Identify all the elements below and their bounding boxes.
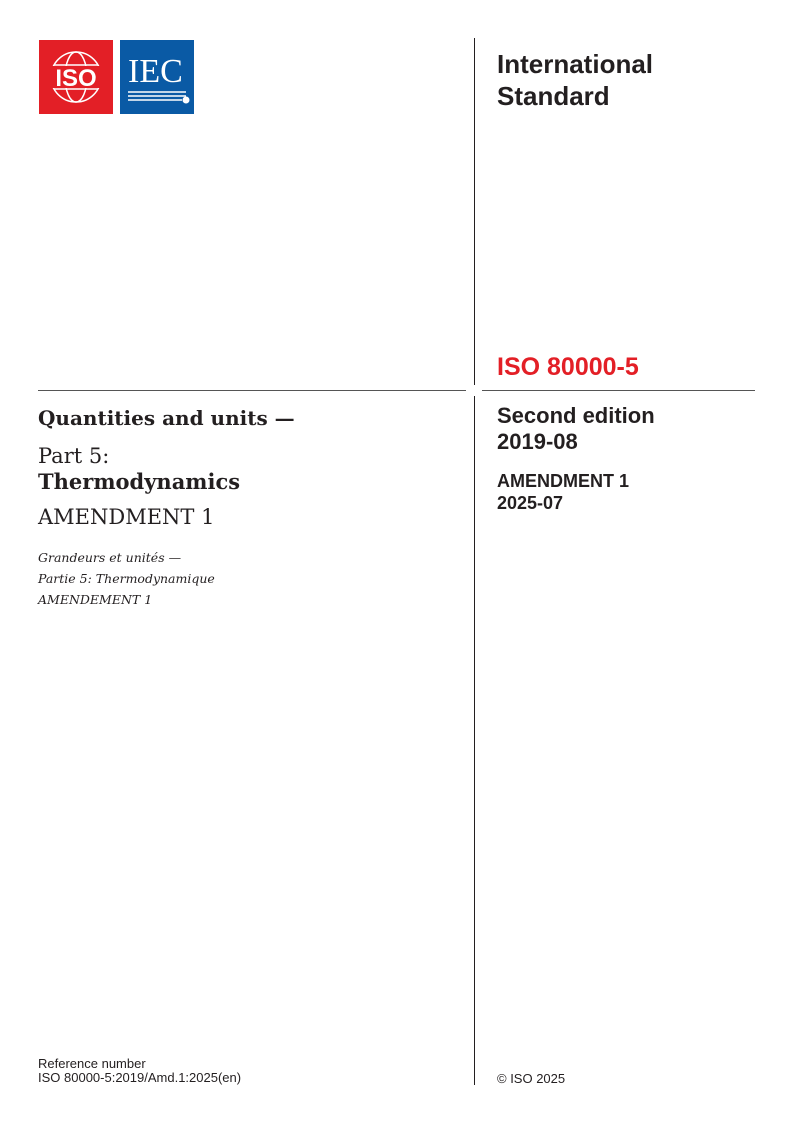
french-part: Partie 5: Thermodynamique bbox=[38, 571, 215, 586]
amendment-title: AMENDMENT 1 bbox=[38, 505, 215, 529]
iso-logo bbox=[39, 40, 113, 114]
vertical-divider bbox=[474, 38, 475, 385]
svg-text:IEC: IEC bbox=[128, 53, 183, 90]
amendment-date: 2025-07 bbox=[497, 493, 564, 513]
part-heading bbox=[38, 444, 240, 494]
horizontal-divider-left bbox=[38, 390, 466, 391]
edition bbox=[497, 403, 655, 455]
part-title: Thermodynamics bbox=[38, 469, 241, 494]
french-title-line: Grandeurs et unités — bbox=[38, 550, 182, 565]
vertical-divider bbox=[474, 396, 475, 1085]
title: Quantities and units — bbox=[38, 406, 295, 430]
reference-number: ISO 80000-5:2019/Amd.1:2025(en) bbox=[38, 1070, 242, 1085]
doc-type-line2: Standard bbox=[497, 81, 610, 111]
edition-label: Second edition bbox=[497, 403, 655, 428]
french-amendment: AMENDEMENT 1 bbox=[38, 592, 153, 607]
edition-date: 2019-08 bbox=[497, 429, 578, 454]
amendment-info bbox=[497, 470, 629, 514]
iec-logo bbox=[120, 40, 194, 114]
doc-type-line1: International bbox=[497, 49, 654, 79]
horizontal-divider-right bbox=[482, 390, 755, 391]
standard-number: ISO 80000-5 bbox=[497, 353, 639, 381]
copyright: © ISO 2025 bbox=[497, 1071, 566, 1086]
part-number: Part 5: bbox=[38, 444, 110, 468]
french-title bbox=[38, 547, 215, 610]
reference bbox=[38, 1057, 241, 1085]
svg-text:ISO: ISO bbox=[55, 65, 97, 92]
reference-label: Reference number bbox=[38, 1056, 146, 1071]
amendment-label: AMENDMENT 1 bbox=[497, 471, 630, 491]
document-type bbox=[497, 48, 653, 112]
